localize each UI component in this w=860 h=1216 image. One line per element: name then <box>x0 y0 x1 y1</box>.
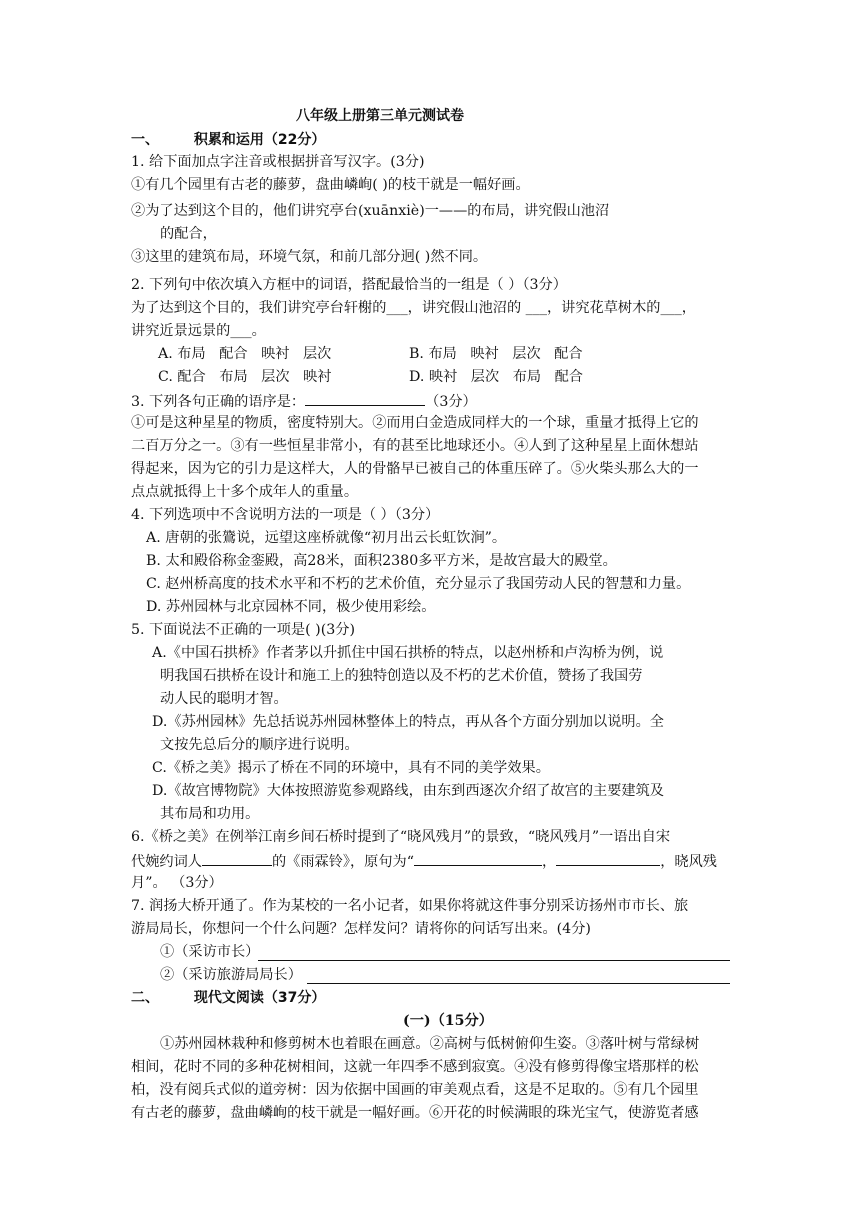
q2-option-c: C. 配合 布局 层次 映衬 <box>158 369 332 385</box>
q4-option-d: D. 苏州园林与北京园林不同，极少使用彩绘。 <box>146 599 436 615</box>
q6-text-a: 代婉约词人 <box>131 854 202 870</box>
q5-option-a-line3: 动人民的聪明才智。 <box>160 691 288 707</box>
q5-option-b-line1: D.《苏州园林》先总括说苏州园林整体上的特点，再从各个方面分别加以说明。全 <box>152 714 664 730</box>
q7-answer-line-b <box>307 983 730 984</box>
q6-text-b: 的《雨霖铃》，原句为“ <box>271 854 414 870</box>
q3-line2: 二百万分之一。③有一些恒星非常小，有的甚至比地球还小。④人到了这种星星上面休想站 <box>131 438 699 454</box>
q3-line4: 点点就抵得上十多个成年人的重量。 <box>131 484 359 500</box>
passage-line2: 相间，花时不同的多种花树相间，这就一年四季不感到寂寞。④没有修剪得像宝塔那样的松 <box>131 1059 699 1075</box>
q4-option-c: C. 赵州桥高度的技术水平和不朽的艺术价值，充分显示了我国劳动人民的智慧和力量。 <box>146 576 691 592</box>
q1-stem: 1. 给下面加点字注音或根据拼音写汉字。(3分) <box>131 154 425 170</box>
q6-text-d: ，晓风残 <box>660 854 717 870</box>
q7-answer-line-a <box>258 960 730 961</box>
q2-option-d: D. 映衬 层次 布局 配合 <box>409 369 583 385</box>
q2-stem: 2. 下列句中依次填入方框中的词语，搭配最恰当的一组是（ ）（3分） <box>131 277 567 293</box>
q5-option-a-line2: 明我国石拱桥在设计和施工上的独特创造以及不朽的艺术价值，赞扬了我国劳 <box>160 668 643 684</box>
part-1-heading: (一)（15分） <box>403 1013 493 1029</box>
section-2-heading <box>131 991 325 1005</box>
q1-item-b-line2: 的配合， <box>160 226 217 242</box>
q4-option-b: B. 太和殿俗称金銮殿，高28米，面积2380多平方米，是故宫最大的殿堂。 <box>146 553 617 569</box>
section-1-heading <box>131 133 325 147</box>
q4-option-a: A. 唐朝的张鷟说，远望这座桥就像“初月出云长虹饮涧”。 <box>146 530 507 546</box>
passage-line3: 柏，没有阅兵式似的道旁树：因为依据中国画的审美观点看，这是不足取的。⑤有几个园里 <box>131 1082 699 1098</box>
q5-option-c: C.《桥之美》揭示了桥在不同的环境中，具有不同的美学效果。 <box>152 760 550 776</box>
q5-option-a-line1: A.《中国石拱桥》作者茅以升抓住中国石拱桥的特点，以赵州桥和卢沟桥为例，说 <box>152 645 664 661</box>
q5-stem: 5. 下面说法不正确的一项是( )(3分) <box>131 622 355 638</box>
q2-line1: 为了达到这个目的，我们讲究亭台轩榭的___，讲究假山池沼的 ___，讲究花草树木的___， <box>131 300 696 316</box>
q7-line2: 游局局长，你想问一个什么问题？怎样发问？请将你的问话写出来。(4分) <box>131 921 591 937</box>
passage-line4: 有古老的藤萝，盘曲嶙峋的枝干就是一幅好画。⑥开花的时候满眼的珠光宝气，使游览者感 <box>131 1105 699 1121</box>
q6-line1: 6.《桥之美》在例举江南乡间石桥时提到了“晓风残月”的景致，“晓风残月”一语出自宋 <box>131 829 671 845</box>
q5-option-b-line2: 文按先总后分的顺序进行说明。 <box>160 737 359 753</box>
passage-line1: ①苏州园林栽种和修剪树木也着眼在画意。②高树与低树俯仰生姿。③落叶树与常绿树 <box>160 1036 700 1052</box>
section-1-number: 一、 <box>131 132 159 148</box>
q5-option-d-line2: 其布局和功用。 <box>160 806 260 822</box>
q1-item-b-line1: ②为了达到这个目的，他们讲究亭台(xuānxiè)一——的布局，讲究假山池沼 <box>131 203 610 219</box>
q7-line1: 7. 润扬大桥开通了。作为某校的一名小记者，如果你将就这件事分别采访扬州市市长、旅 <box>131 898 689 914</box>
q2-line2: 讲究近景远景的___。 <box>131 323 266 339</box>
q3-stem <box>131 393 477 409</box>
section-2-title: 现代文阅读（37分） <box>193 990 326 1006</box>
q1-item-a: ①有几个园里有古老的藤萝，盘曲嶙峋( )的枝干就是一幅好画。 <box>131 177 530 193</box>
q6-poet-blank <box>202 853 272 866</box>
q5-option-d-line1: D.《故宫博物院》大体按照游览参观路线，由东到西逐次介绍了故宫的主要建筑及 <box>152 783 664 799</box>
q7-item-a: ①（采访市长） <box>160 944 260 960</box>
q6-line-blank-1 <box>414 853 542 866</box>
q2-option-b: B. 布局 映衬 层次 配合 <box>409 346 583 362</box>
q3-line1: ①可是这种星星的物质，密度特别大。②而用白金造成同样大的一个球，重量才抵得上它的 <box>131 415 699 431</box>
q7-item-b: ②（采访旅游局局长） <box>160 967 302 983</box>
section-1-title: 积累和运用（22分） <box>193 132 326 148</box>
q6-line-blank-2 <box>556 853 660 866</box>
q3-stem-text: 3. 下列各句正确的语序是： <box>131 394 306 410</box>
q6-text-c: ， <box>541 854 557 870</box>
q2-option-a: A. 布局 配合 映衬 层次 <box>158 346 332 362</box>
section-2-number: 二、 <box>131 990 159 1006</box>
q4-stem: 4. 下列选项中不含说明方法的一项是（ ）（3分） <box>131 507 440 523</box>
q3-answer-blank <box>305 393 425 406</box>
q3-score: （3分） <box>425 394 477 410</box>
q1-item-c: ③这里的建筑布局，环境气氛，和前几部分迥( )然不同。 <box>131 249 488 265</box>
q6-line3: 月”。 （3分） <box>131 875 223 891</box>
q3-line3: 得起来，因为它的引力是这样大，人的骨骼早已被自己的体重压碎了。⑤火柴头那么大的一 <box>131 461 699 477</box>
page-title: 八年级上册第三单元测试卷 <box>296 108 464 124</box>
q6-line2 <box>131 853 717 869</box>
